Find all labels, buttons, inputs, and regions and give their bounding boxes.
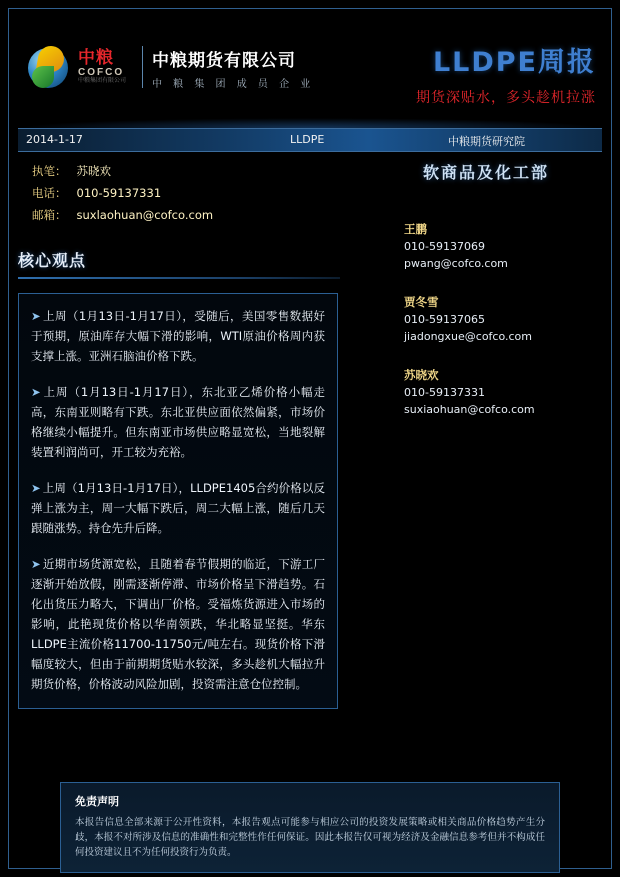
bullet-text: 近期市场货源宽松，且随着春节假期的临近，下游工厂逐渐开始放假，刚需逐渐停滞、市场价格呈下滑趋势。石化出货压力略大，下调出厂价格。受福炼货源进入市场的影响，此艳现货价格以华南领跌，华北略显坚挺。华东LLDPE主流价格11700-11750元/吨左右。现货价格下滑幅度较大，但由于前期期货贴水较深，多头趁机大幅拉升期货价格，价格波动风险加剧，投资需注意仓位控制。: [31, 557, 325, 691]
contact-tel: 010-59137069: [404, 240, 485, 253]
logo-chinese-text: 中粮: [78, 47, 114, 68]
contact-mail[interactable]: suxiaohuan@cofco.com: [404, 403, 535, 416]
contact-mail[interactable]: pwang@cofco.com: [404, 257, 508, 270]
bullet-text: 上周（1月13日-1月17日），东北亚乙烯价格小幅走高，东南亚则略有下跌。东北亚供应面依然偏紧，市场价格继续小幅提升。但东南亚市场供应略显宽松，当地裂解装置利润尚可，开工较为充裕。: [31, 385, 325, 459]
disclaimer-box: [60, 782, 560, 873]
company-name: 中粮期货有限公司: [152, 51, 296, 71]
report-subtitle: 期货深贴水，多头趁机拉涨: [416, 90, 596, 106]
company-block: [152, 46, 314, 90]
right-column: [370, 160, 602, 440]
contact-tel: 010-59137331: [404, 386, 485, 399]
mail-value: suxlaohuan@cofco.com: [76, 208, 214, 222]
contact-mail[interactable]: jiadongxue@cofco.com: [404, 330, 532, 343]
disclaimer-title: 免责声明: [75, 795, 119, 808]
author-block: [32, 160, 352, 226]
meta-bar: [18, 128, 602, 152]
contact-name: 苏晓欢: [404, 368, 439, 382]
logo-mark-icon: [26, 44, 72, 90]
bullet-text: 上周（1月13日-1月17日），受随后，美国零售数据好于预期，原油库存大幅下滑的影响，WTI原油价格周内获支撑上涨。亚洲石脑油价格下跌。: [31, 309, 325, 363]
list-item: [404, 294, 602, 345]
mail-label: 邮箱：: [32, 208, 67, 222]
bullet-arrow-icon: ➤: [31, 557, 41, 571]
tel-label: 电话：: [32, 186, 67, 200]
bullet-arrow-icon: ➤: [31, 309, 41, 323]
header-glow: [18, 118, 602, 128]
writer-label: 执笔：: [32, 164, 67, 178]
report-header: [18, 30, 602, 120]
tel-value: 010-59137331: [76, 186, 162, 200]
disclaimer-body: 本报告信息全部来源于公开性资料，本报告观点可能参与相应公司的投资发展策略或相关商品价格趋势产生分歧，本报不对所涉及信息的准确性和完整性作任何保证。因此本报告仅可视为经济及金融信息参考但并不构成任何投资建议且不为任何投资行为负责。: [75, 817, 545, 858]
list-item: [31, 478, 325, 538]
list-item: [31, 306, 325, 366]
department-title: 软商品及化工部: [422, 163, 549, 182]
company-subtitle: 中 粮 集 团 成 员 企 业: [152, 79, 315, 90]
contact-name: 王鹏: [404, 222, 427, 236]
author-row-writer: [32, 160, 352, 182]
contact-tel: 010-59137065: [404, 313, 485, 326]
logo-subtext: 中粮集团有限公司: [78, 78, 127, 85]
left-column: [18, 160, 352, 709]
core-view-list: [18, 293, 338, 709]
title-block: [416, 40, 596, 107]
report-institute: 中粮期货研究院: [448, 135, 525, 148]
list-item: [31, 554, 325, 694]
header-divider: [142, 46, 143, 88]
report-title: LLDPE周报: [432, 47, 596, 78]
core-view-heading: 核心观点: [18, 251, 87, 270]
author-row-mail: [32, 204, 352, 226]
list-item: [404, 221, 602, 272]
author-row-tel: [32, 182, 352, 204]
report-product: LLDPE: [290, 133, 325, 146]
bullet-arrow-icon: ➤: [31, 385, 41, 399]
report-date: 2014-1-17: [26, 133, 83, 146]
contact-name: 贾冬雪: [404, 295, 439, 309]
writer-value: 苏晓欢: [76, 164, 111, 178]
bullet-arrow-icon: ➤: [31, 481, 41, 495]
list-item: [404, 367, 602, 418]
contact-list: [404, 221, 602, 418]
cofco-logo: [26, 44, 126, 90]
bullet-text: 上周（1月13日-1月17日），LLDPE1405合约价格以反弹上涨为主，周一大幅下跌后，周二大幅上涨，随后几天跟随涨势。持仓先升后降。: [31, 481, 325, 535]
logo-english-text: COFCO: [78, 66, 125, 78]
core-view-rule: [18, 277, 340, 279]
list-item: [31, 382, 325, 462]
